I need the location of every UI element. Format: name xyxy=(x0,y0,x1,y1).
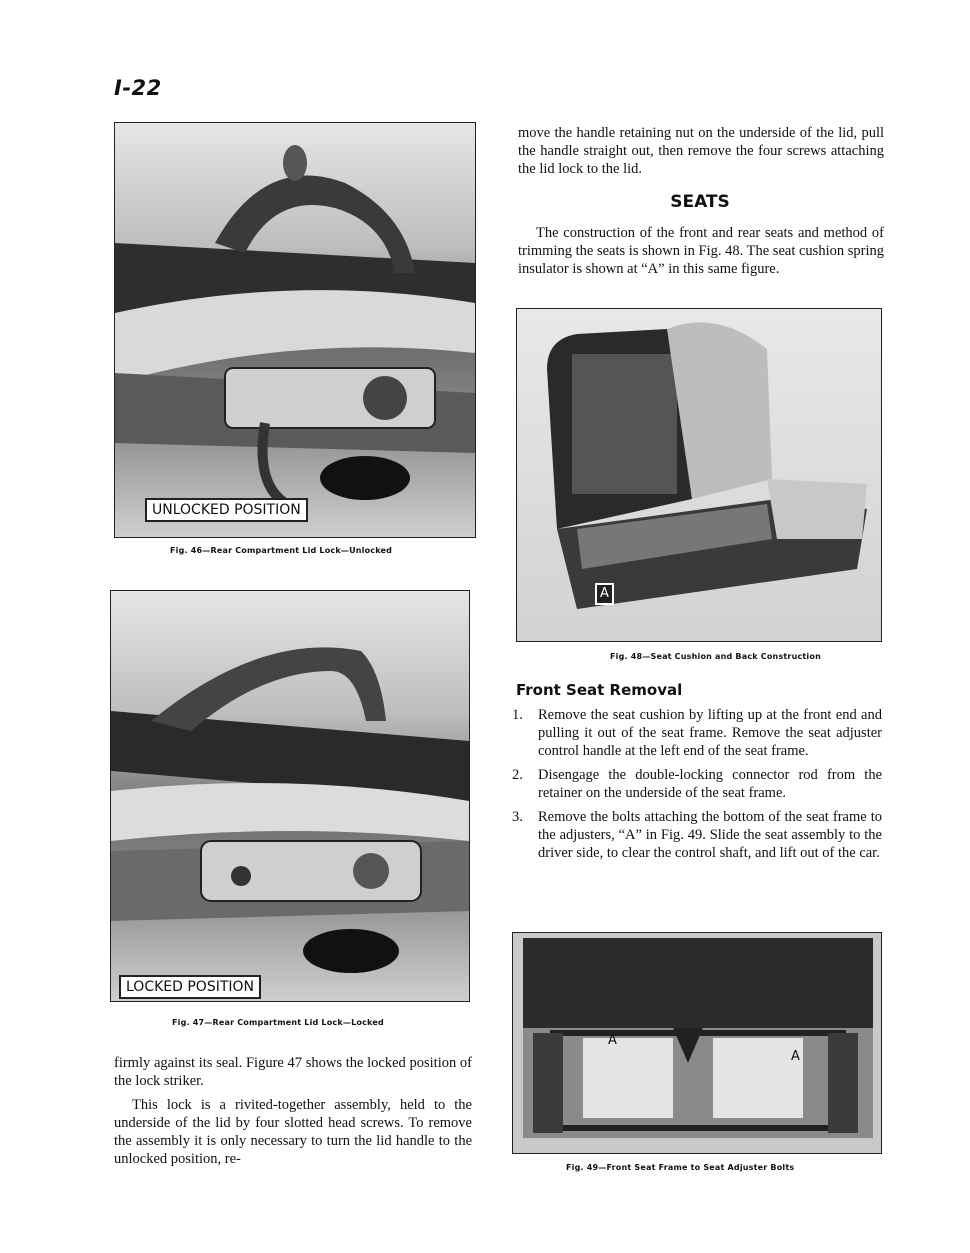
removal-steps-list xyxy=(512,706,882,868)
unlocked-position-label: UNLOCKED POSITION xyxy=(145,498,308,522)
seats-paragraph: The construction of the front and rear seats and method of trimming the seats is shown in Fig. 48. The seat cushion spring insulator is shown at “A” in this same figure. xyxy=(518,225,884,277)
seat-frame-illustration xyxy=(513,933,881,1153)
adjuster-bolt-callout-left: A xyxy=(608,1033,617,1048)
locked-position-label: LOCKED POSITION xyxy=(119,975,261,999)
step-text: Remove the bolts attaching the bottom of the seat frame to the adjusters, “A” in Fig. 49. Slide the seat assembly to the driver side, to clear the control shaft, and lift out of the car. xyxy=(538,809,882,861)
lid-lock-unlocked-illustration xyxy=(115,123,475,537)
front-seat-removal-heading: Front Seat Removal xyxy=(516,681,683,699)
figure-47-caption: Fig. 47—Rear Compartment Lid Lock—Locked xyxy=(172,1018,384,1027)
step-item xyxy=(512,706,882,760)
seats-heading: SEATS xyxy=(670,192,730,212)
step-number: 1. xyxy=(512,707,523,723)
figure-47-photo xyxy=(110,590,470,1002)
figure-46-photo xyxy=(114,122,476,538)
figure-48-caption: Fig. 48—Seat Cushion and Back Construction xyxy=(610,652,821,661)
figure-46-caption: Fig. 46—Rear Compartment Lid Lock—Unlocked xyxy=(170,546,393,555)
lid-lock-locked-illustration xyxy=(111,591,469,1001)
seat-construction-illustration xyxy=(517,309,881,641)
step-item xyxy=(512,808,882,862)
step-text: Remove the seat cushion by lifting up at the front end and pulling it out of the seat frame. Remove the seat adjuster control handle at the left end of the seat frame. xyxy=(538,707,882,759)
step-text: Disengage the double-locking connector rod from the retainer on the underside of the seat frame. xyxy=(538,767,882,801)
left-paragraph-2: This lock is a rivited-together assembly, held to the underside of the lid by four slotted head screws. To remove the assembly it is only necessary to turn the lid handle to the unlocked position, re- xyxy=(114,1097,472,1167)
insulator-callout-a: A xyxy=(595,583,614,605)
step-number: 3. xyxy=(512,809,523,825)
step-number: 2. xyxy=(512,767,523,783)
right-paragraph-top: move the handle retaining nut on the underside of the lid, pull the handle straight out, then remove the four screws attaching the lid lock to the lid. xyxy=(518,125,884,177)
figure-49-caption: Fig. 49—Front Seat Frame to Seat Adjuster Bolts xyxy=(566,1163,795,1172)
step-item xyxy=(512,766,882,802)
left-paragraph-1: firmly against its seal. Figure 47 shows the locked position of the lock striker. xyxy=(114,1055,472,1089)
figure-48-photo xyxy=(516,308,882,642)
figure-49-photo xyxy=(512,932,882,1154)
adjuster-bolt-callout-right: A xyxy=(791,1049,800,1064)
page-number: I-22 xyxy=(114,76,162,100)
